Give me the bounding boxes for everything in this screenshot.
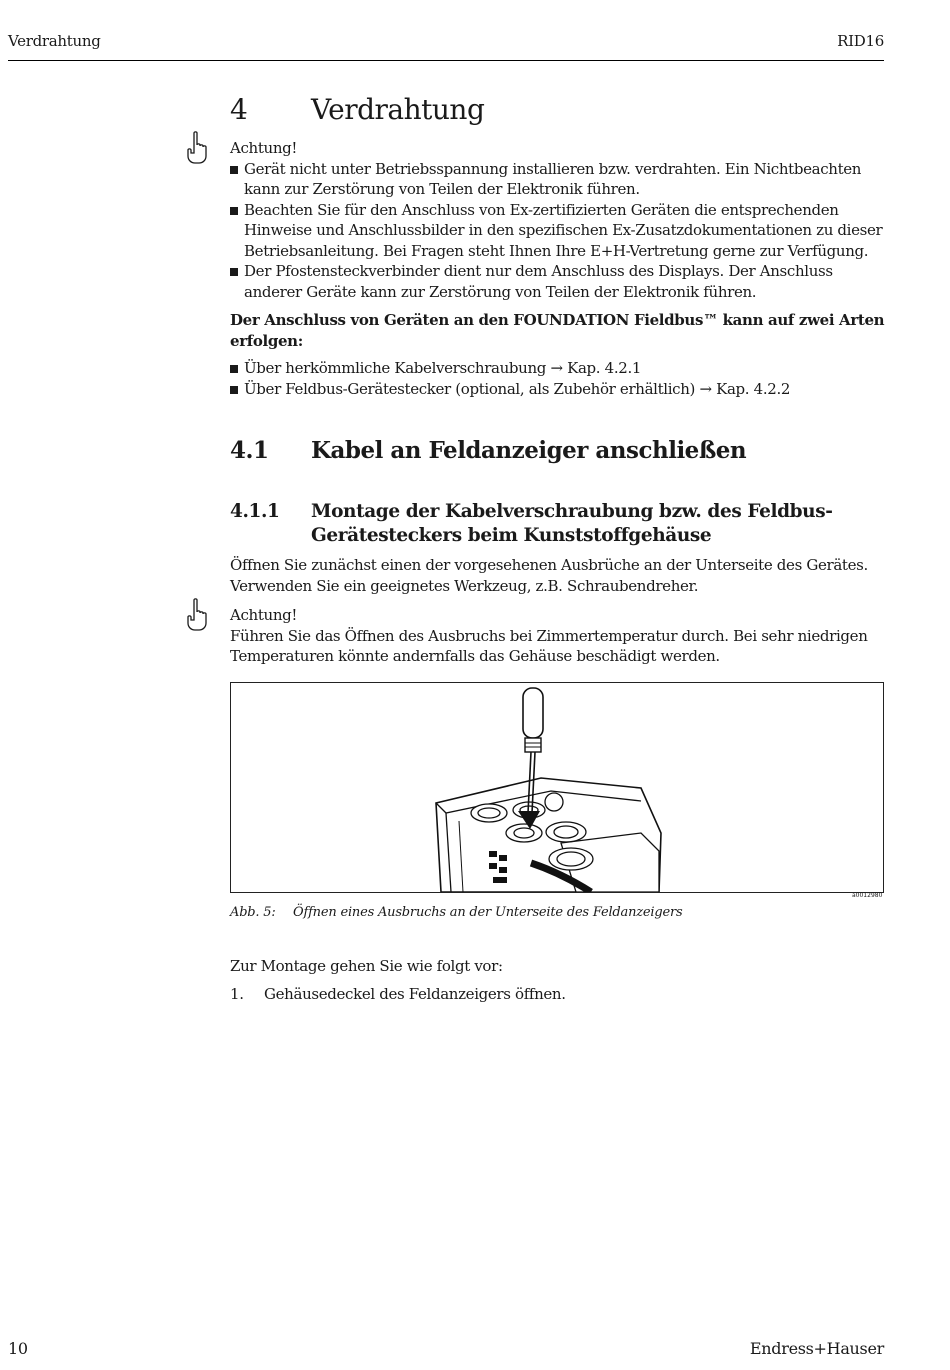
procedure-step	[230, 984, 886, 1005]
warning-item: Gerät nicht unter Betriebsspannung installieren bzw. verdrahten. Ein Nichtbeachten kann zur Zerstörung von Teilen der Elektronik führen.	[230, 159, 886, 200]
figure-frame	[230, 682, 884, 893]
step-text: Gehäusedeckel des Feldanzeigers öffnen.	[264, 985, 566, 1003]
connection-intro: Der Anschluss von Geräten an den FOUNDATION Fieldbus™ kann auf zwei Arten erfolgen:	[230, 311, 885, 350]
warning-item: Der Pfostensteckverbinder dient nur dem Anschluss des Displays. Der Anschluss anderer Geräte kann zur Zerstörung von Teilen der Elektronik führen.	[230, 261, 886, 302]
warning-block-1	[230, 138, 886, 302]
figure-code: a0012980	[852, 892, 883, 899]
section-number: 4.1	[230, 437, 269, 464]
warning-block-2	[230, 605, 886, 667]
pointing-hand-icon	[184, 131, 210, 165]
chapter-title: Verdrahtung	[311, 93, 485, 126]
procedure-intro: Zur Montage gehen Sie wie folgt vor:	[230, 957, 503, 975]
connection-options	[230, 358, 886, 399]
warning-label: Achtung!	[230, 606, 298, 624]
subsection-title: Montage der Kabelverschraubung bzw. des Feldbus-Gerätesteckers beim Kunststoffgehäuse	[311, 501, 833, 546]
warning-text: Führen Sie das Öffnen des Ausbruchs bei Zimmertemperatur durch. Bei sehr niedrigen Temperaturen könnte andernfalls das Gehäuse beschädigt werden.	[230, 626, 868, 665]
figure-caption	[230, 905, 682, 920]
chapter-heading	[230, 92, 484, 128]
warning-label: Achtung!	[230, 139, 298, 157]
section-title: Kabel an Feldanzeiger anschließen	[311, 437, 747, 464]
header-rule	[8, 60, 884, 61]
caption-label: Abb. 5:	[230, 905, 276, 920]
connection-option: Über herkömmliche Kabelverschraubung → Kap. 4.2.1	[230, 358, 886, 379]
step-number: 1.	[230, 985, 244, 1003]
subsection-number: 4.1.1	[230, 501, 280, 522]
chapter-number: 4	[230, 93, 248, 126]
section-heading	[230, 436, 746, 466]
subsection-heading	[230, 500, 886, 548]
pointing-hand-icon	[184, 598, 210, 632]
warning-list	[230, 159, 886, 303]
running-header-product: RID16	[837, 32, 884, 50]
page-number: 10	[8, 1339, 28, 1358]
running-header-title: Verdrahtung	[8, 32, 101, 50]
intro-paragraph: Öffnen Sie zunächst einen der vorgesehenen Ausbrüche an der Unterseite des Gerätes. Verwenden Sie ein geeignetes Werkzeug, z.B. Schraubendreher.	[230, 556, 868, 595]
screwdriver-housing-illustration	[231, 683, 883, 892]
caption-text: Öffnen eines Ausbruchs an der Unterseite des Feldanzeigers	[293, 905, 683, 920]
connection-option: Über Feldbus-Gerätestecker (optional, als Zubehör erhältlich) → Kap. 4.2.2	[230, 379, 886, 400]
warning-item: Beachten Sie für den Anschluss von Ex-zertifizierten Geräten die entsprechenden Hinweise und Anschlussbilder in den spezifischen Ex-Zusatzdokumentationen zu dieser Betriebsanleitung. Bei Fragen steht Ihnen Ihre E+H-Vertretung gerne zur Verfügung.	[230, 200, 886, 262]
footer-brand: Endress+Hauser	[749, 1339, 884, 1358]
